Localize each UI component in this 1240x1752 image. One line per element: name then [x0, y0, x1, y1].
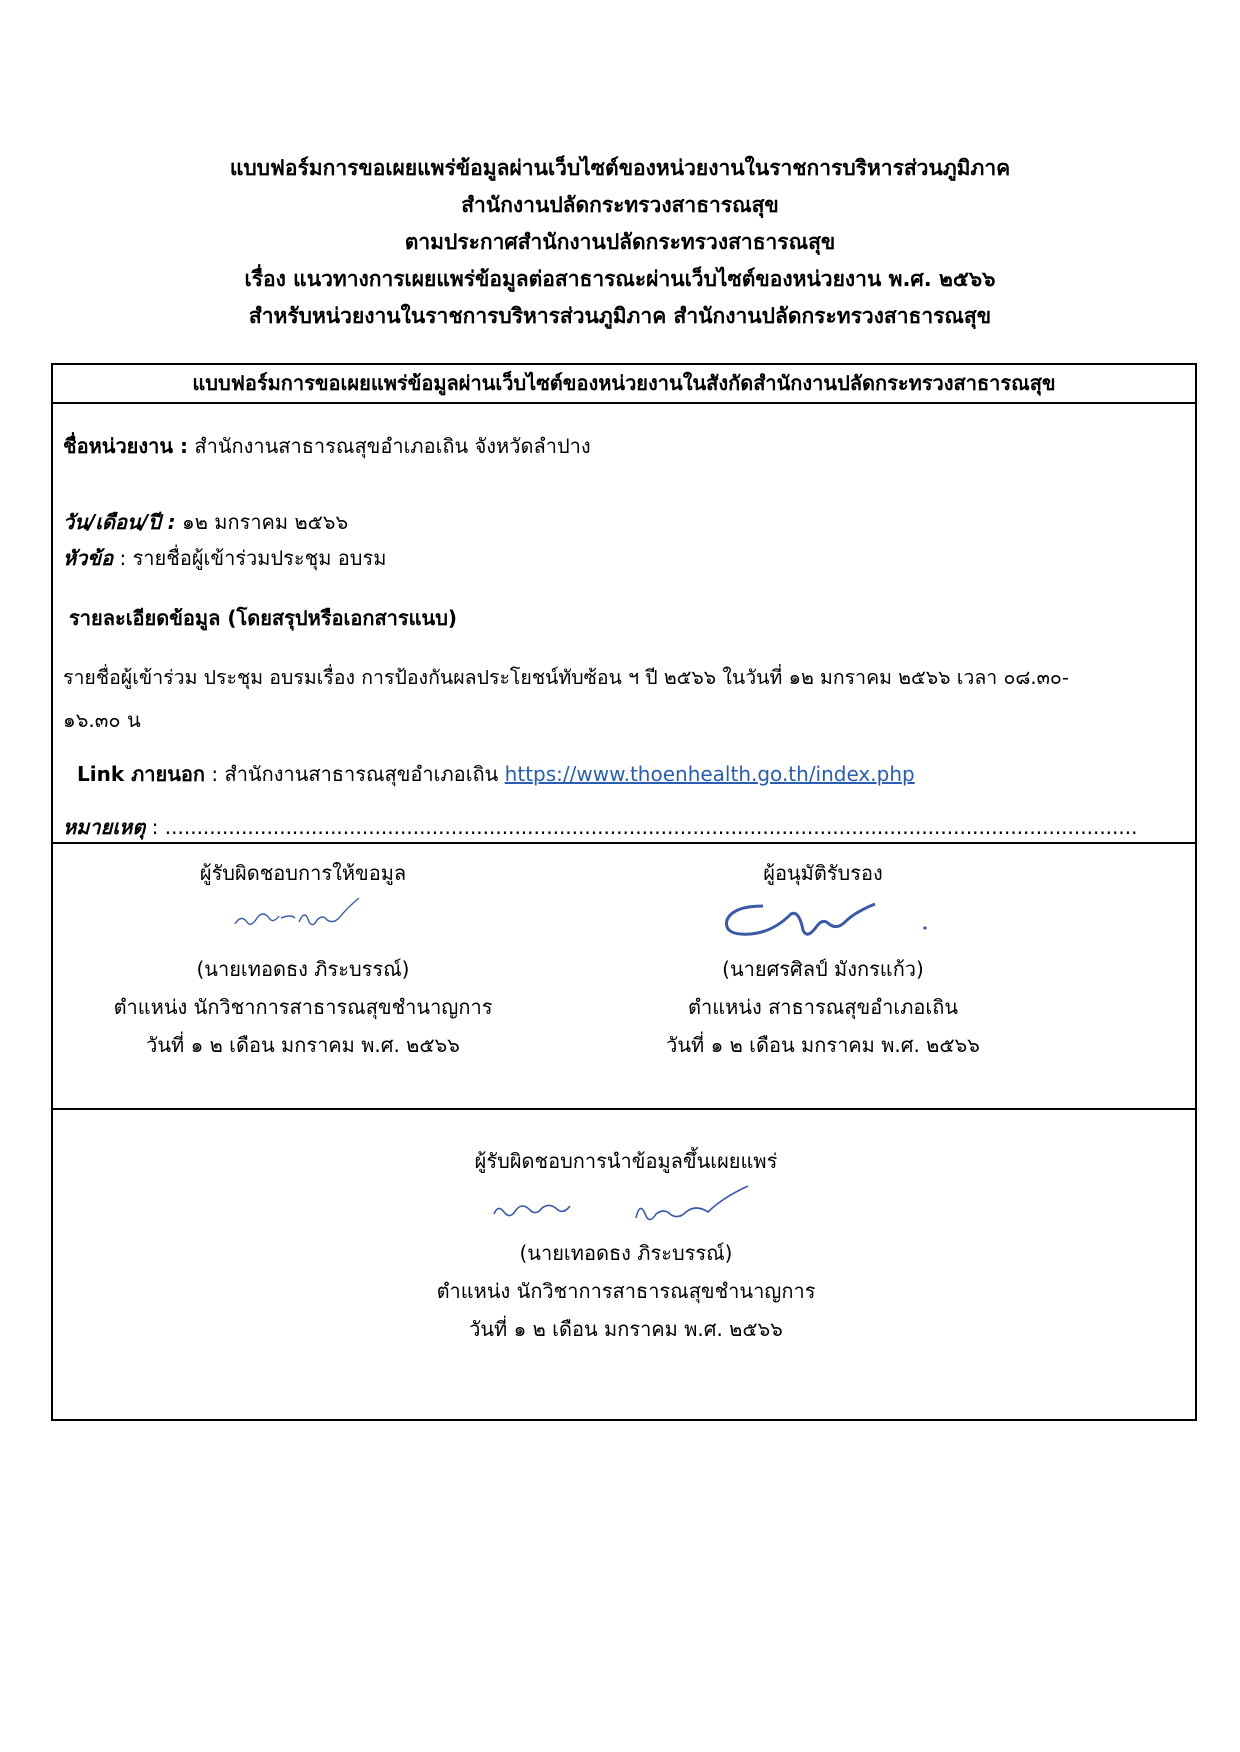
form-title: แบบฟอร์มการขอเผยแพร่ข้อมูลผ่านเว็บไซต์ของหน่วยงานในสังกัดสำนักงานปลัดกระทรวงสาธารณสุข	[53, 365, 1195, 404]
responsible-date: วันที่ ๑ ๒ เดือน มกราคม พ.ศ. ๒๕๖๖	[146, 1033, 460, 1057]
publisher-name: (นายเทอดธง ภิระบรรณ์)	[519, 1241, 733, 1265]
responsible-name: (นายเทอดธง ภิระบรรณ์)	[196, 957, 410, 981]
publication-form	[51, 363, 1197, 1421]
link-row	[77, 758, 915, 790]
publisher-position: ตำแหน่ง นักวิชาการสาธารณสุขชำนาญการ	[436, 1279, 816, 1303]
publisher-date: วันที่ ๑ ๒ เดือน มกราคม พ.ศ. ๒๕๖๖	[469, 1317, 783, 1341]
note-row	[63, 811, 1137, 843]
publisher-signature	[466, 1180, 786, 1230]
note-value: : .........................................................................................................................................................	[145, 815, 1138, 839]
approver-date: วันที่ ๑ ๒ เดือน มกราคม พ.ศ. ๒๕๖๖	[666, 1033, 980, 1057]
publisher-section	[53, 1110, 1195, 1423]
details-label: รายละเอียดข้อมูล (โดยสรุปหรือเอกสารแนบ)	[69, 606, 458, 630]
form-details-section	[53, 404, 1195, 844]
topic-value: : รายชื่อผู้เข้าร่วมประชุม อบรม	[113, 546, 387, 570]
signature-section	[53, 844, 1195, 1110]
agency-value: สำนักงานสาธารณสุขอำเภอเถิน จังหวัดลำปาง	[188, 434, 591, 458]
agency-label: ชื่อหน่วยงาน :	[63, 434, 189, 458]
publisher-heading: ผู้รับผิดชอบการนำข้อมูลขึ้นเผยแพร่	[474, 1149, 778, 1173]
document-header	[0, 150, 1240, 335]
agency-row	[63, 430, 591, 462]
note-label: หมายเหตุ	[63, 815, 146, 839]
date-value: ๑๒ มกราคม ๒๕๖๖	[175, 510, 349, 534]
responsible-signature	[223, 892, 383, 942]
topic-label: หัวข้อ	[63, 546, 114, 570]
publisher-column	[53, 1142, 1199, 1348]
external-link[interactable]: https://www.thoenhealth.go.th/index.php	[504, 762, 915, 786]
header-line-5: สำหรับหน่วยงานในราชการบริหารส่วนภูมิภาค สำนักงานปลัดกระทรวงสาธารณสุข	[248, 304, 992, 328]
date-row	[63, 506, 348, 538]
topic-row	[63, 542, 386, 574]
approver-column	[553, 854, 1093, 1064]
approver-heading: ผู้อนุมัติรับรอง	[763, 861, 883, 885]
approver-name: (นายศรศิลป์ มังกรแก้ว)	[722, 957, 924, 981]
date-label: วัน/เดือน/ปี :	[63, 510, 176, 534]
responsible-heading: ผู้รับผิดชอบการให้ขอมูล	[199, 861, 407, 885]
link-label: Link ภายนอก	[77, 762, 206, 786]
approver-position: ตำแหน่ง สาธารณสุขอำเภอเถิน	[687, 995, 959, 1019]
details-line-2: ๑๖.๓๐ น	[63, 708, 141, 732]
header-line-4: เรื่อง แนวทางการเผยแพร่ข้อมูลต่อสาธารณะผ่านเว็บไซต์ของหน่วยงาน พ.ศ. ๒๕๖๖	[244, 267, 996, 291]
details-line-1: รายชื่อผู้เข้าร่วม ประชุม อบรมเรื่อง การป้องกันผลประโยชน์ทับซ้อน ฯ ปี ๒๕๖๖ ในวันที่ ๑๒ มกราคม ๒๕๖๖ เวลา ๐๘.๓๐-	[63, 666, 1069, 689]
responsible-column	[53, 854, 553, 1064]
header-line-3: ตามประกาศสำนักงานปลัดกระทรวงสาธารณสุข	[404, 230, 836, 254]
header-line-2: สำนักงานปลัดกระทรวงสาธารณสุข	[461, 193, 779, 217]
header-line-1: แบบฟอร์มการขอเผยแพร่ข้อมูลผ่านเว็บไซต์ของหน่วยงานในราชการบริหารส่วนภูมิภาค	[229, 156, 1011, 180]
link-text: : สำนักงานสาธารณสุขอำเภอเถิน	[205, 762, 505, 786]
responsible-position: ตำแหน่ง นักวิชาการสาธารณสุขชำนาญการ	[113, 995, 493, 1019]
approver-signature	[703, 892, 943, 948]
